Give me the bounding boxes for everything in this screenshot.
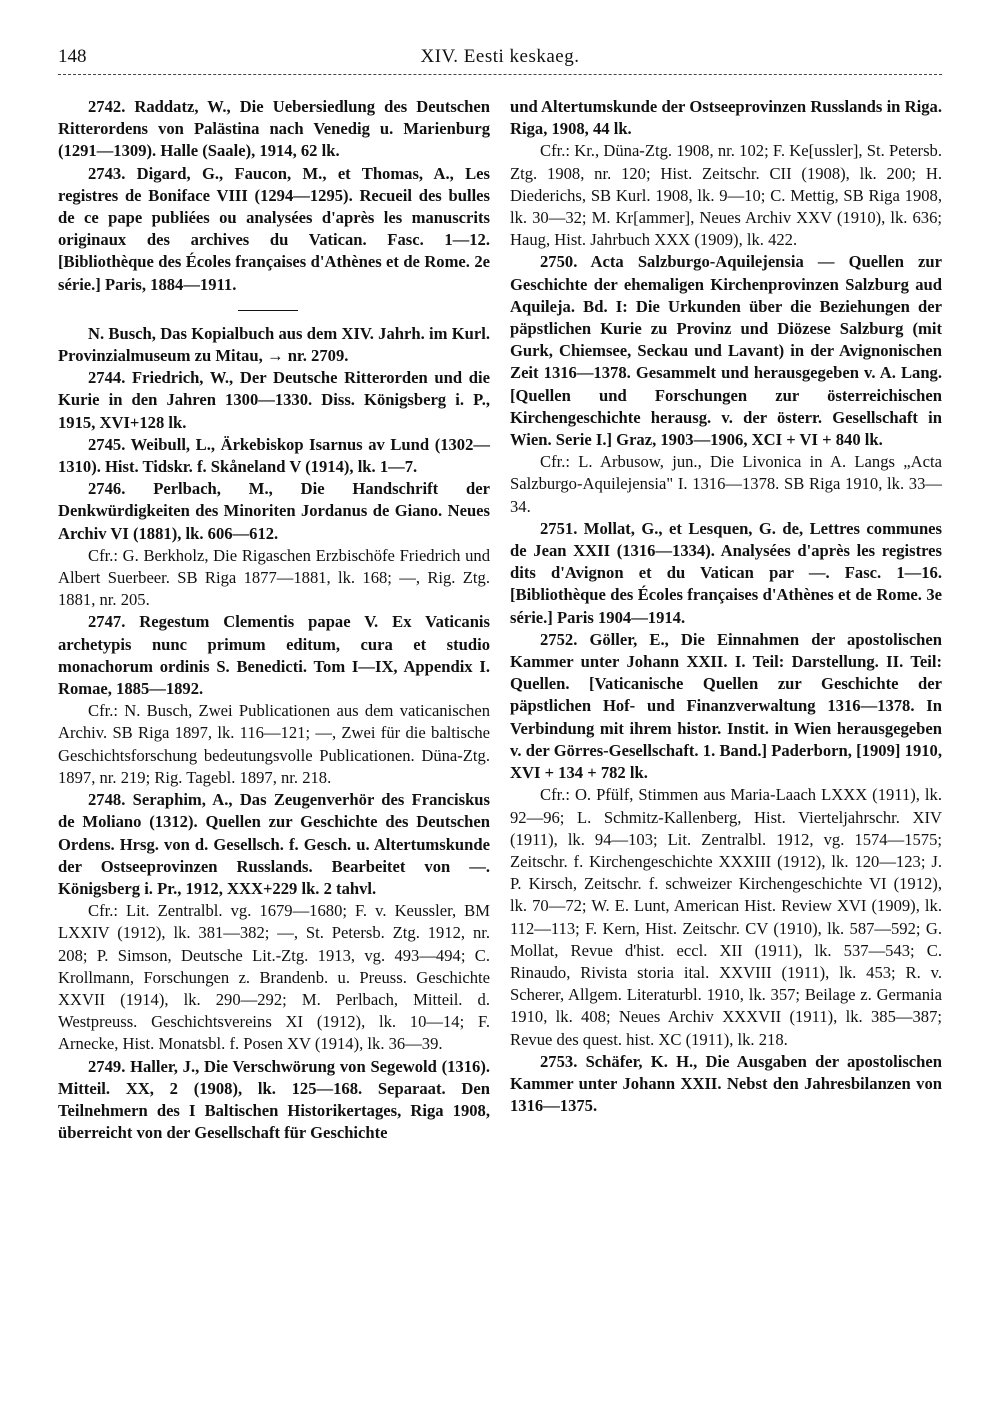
header-rule bbox=[58, 74, 942, 75]
page-number: 148 bbox=[58, 46, 87, 67]
bibliography-entry-2746: 2746. Perlbach, M., Die Handschrift der Denkwürdigkeiten des Minoriten Jordanus de Giano. Neues Archiv VI (1881), lk. 606—612. bbox=[58, 479, 490, 543]
bibliography-entry-2751: 2751. Mollat, G., et Lesquen, G. de, Lettres communes de Jean XXII (1316—1334). Analysées d'après les registres dits d'Avignon et du Vatican par —. Fasc. 1—16. [Bibliothèque des Écoles françaises d'Athènes et de Rome. 3e série.] Paris 1904—1914. bbox=[510, 518, 942, 627]
bibliography-entry-2753: 2753. Schäfer, K. H., Die Ausgaben der apostolischen Kammer unter Johann XXII. Nebst den Jahresbilanzen von 1316—1375. bbox=[510, 1051, 942, 1116]
bibliography-entry-2743: 2743. Digard, G., Faucon, M., et Thomas, A., Les registres de Boniface VIII (1294—1295). Recueil des bulles de ce pape publiées ou analysées d'après les manuscrits originaux des archives du Vatican. Fasc. 1—12. [Bibliothèque des Écoles françaises d'Athènes et de Rome. 2e série.] Paris, 1884—1911. bbox=[58, 163, 490, 294]
running-title: XIV. Eesti keskaeg. bbox=[420, 46, 580, 67]
cfr-note-2747: Cfr.: N. Busch, Zwei Publicationen aus dem vaticanischen Archiv. SB Riga 1897, lk. 116—121; —, Zwei für die baltische Geschichtsforschung bedeutungsvolle Publicationen. Düna-Ztg. 1897, nr. 219; Rig. Tagebl. 1897, nr. 218. bbox=[58, 701, 490, 787]
cfr-note-2746: Cfr.: G. Berkholz, Die Rigaschen Erzbischöfe Friedrich und Albert Suerbeer. SB Riga 1877—1881, lk. 168; —, Rig. Ztg. 1881, nr. 205. bbox=[58, 545, 490, 610]
bibliography-entry-2749-continued: und Altertumskunde der Ostseeprovinzen Russlands in Riga. Riga, 1908, 44 lk. bbox=[510, 97, 942, 139]
bibliography-entry-2748: 2748. Seraphim, A., Das Zeugenverhör des Franciskus de Moliano (1312). Quellen zur Geschichte des Deutschen Ordens. Hrsg. von d. Gesellsch. f. Gesch. u. Altertumskunde der Ostseeprovinzen Russlands. Bearbeitet von —. Königsberg i. Pr., 1912, XXX+229 lk. 2 tahvl. bbox=[58, 790, 490, 898]
bibliography-entry-2747: 2747. Regestum Clementis papae V. Ex Vaticanis archetypis nunc primum editum, cura et studio monachorum ordinis S. Benedicti. Tom I—IX, Appendix I. Romae, 1885—1892. bbox=[58, 612, 490, 699]
bibliography-entry-2750: 2750. Acta Salzburgo-Aquilejensia — Quellen zur Geschichte der ehemaligen Kirchenprovinzen Salzburg aud Aquileja. Bd. I: Die Urkunden über die Beziehungen der päpstlichen Kurie zu Provinz und Diözese Salzburg (mit Gurk, Chiemsee, Seckau und Lavant) in der Avignonischen Zeit 1316—1378. Gesammelt und herausgegeben v. A. Lang. [Quellen und Forschungen zur österreichischen Kirchengeschichte herausg. v. der österr. Gesellschaft in Wien. Serie I.] Graz, 1903—1906, XCI + VI + 840 lk. bbox=[510, 252, 942, 450]
cfr-note-2752: Cfr.: O. Pfülf, Stimmen aus Maria-Laach LXXX (1911), lk. 92—96; L. Schmitz-Kallenberg, Hist. Vierteljahrschr. XIV (1911), lk. 94—103; Lit. Zentralbl. 1912, vg. 1574—1575; Zeitschr. f. Kirchengeschichte XXXIII (1912), lk. 120—123; J. P. Kirsch, Zeitschr. f. schweizer Kirchengeschichte VI (1912), lk. 70—72; W. E. Lunt, American Hist. Review XVI (1909), lk. 112—113; F. Kern, Hist. Zeitschr. CV (1910), lk. 587—592; G. Mollat, Revue d'hist. eccl. XII (1911), lk. 537—543; C. Rinaudo, Rivista storia ital. XXVIII (1911), lk. 453; R. v. Scherer, Allgem. Literaturbl. 1910, lk. 357; Beilage z. Germania 1910, lk. 408; Neues Archiv XXXVII (1911), lk. 385—387; Revue des quest. hist. XC (1911), lk. 218. bbox=[510, 785, 942, 1049]
cfr-note-2748: Cfr.: Lit. Zentralbl. vg. 1679—1680; F. v. Keussler, BM LXXIV (1912), lk. 381—382; —, St. Petersb. Ztg. 1912, nr. 208; P. Simson, Deutsche Lit.-Ztg. 1913, vg. 493—494; C. Krollmann, Forschungen z. Brandenb. u. Preuss. Geschichte XXVII (1914), lk. 290—292; M. Perlbach, Mitteil. d. Westpreuss. Geschichtsvereins XI (1912), lk. 10—14; F. Arnecke, Hist. Monatsbl. f. Posen XV (1914), lk. 36—39. bbox=[58, 901, 490, 1054]
bibliography-entry-2742: 2742. Raddatz, W., Die Uebersiedlung des Deutschen Ritterordens von Palästina nach Venedig u. Marienburg (1291—1309). Halle (Saale), 1914, 62 lk. bbox=[58, 97, 490, 161]
section-divider bbox=[238, 310, 298, 311]
page-header bbox=[58, 38, 942, 70]
right-column bbox=[510, 96, 942, 1117]
bibliography-entry-2752: 2752. Göller, E., Die Einnahmen der apostolischen Kammer unter Johann XXII. I. Teil: Darstellung. II. Teil: Quellen. [Vaticanische Quellen zur Geschichte der päpstlichen Hof- und Finanzverwaltung 1316—1378. In Verbindung mit ihrem histor. Instit. in Wien herausgegeben v. der Görres-Gesellschaft. 1. Band.] Paderborn, [1909] 1910, XVI + 134 + 782 lk. bbox=[510, 629, 942, 783]
left-column bbox=[58, 96, 490, 1144]
cfr-note-2749: Cfr.: Kr., Düna-Ztg. 1908, nr. 102; F. Ke[ussler], St. Petersb. Ztg. 1908, nr. 120; Hist. Zeitschr. CII (1908), lk. 200; H. Diederichs, SB Kurl. 1908, lk. 9—10; C. Mettig, SB Riga 1908, lk. 30—32; M. Kr[ammer], Neues Archiv XXV (1910), lk. 636; Haug, Hist. Jahrbuch XXX (1909), lk. 422. bbox=[510, 141, 942, 250]
cross-reference-entry: N. Busch, Das Kopialbuch aus dem XIV. Jahrh. im Kurl. Provinzialmuseum zu Mitau, → nr. 2709. bbox=[58, 323, 490, 366]
bibliography-entry-2744: 2744. Friedrich, W., Der Deutsche Ritterorden und die Kurie in den Jahren 1300—1330. Diss. Königsberg i. P., 1915, XVI+128 lk. bbox=[58, 368, 490, 432]
cfr-note-2750: Cfr.: L. Arbusow, jun., Die Livonica in A. Langs „Acta Salzburgo-Aquilejensia" I. 1316—1378. SB Riga 1910, lk. 33—34. bbox=[510, 452, 942, 516]
bibliography-entry-2749: 2749. Haller, J., Die Verschwörung von Segewold (1316). Mitteil. XX, 2 (1908), lk. 125—168. Separaat. Den Teilnehmern des I Baltischen Historikertages, Riga 1908, überreicht von der Gesellschaft für Geschichte bbox=[58, 1056, 490, 1143]
bibliography-entry-2745: 2745. Weibull, L., Ärkebiskop Isarnus av Lund (1302—1310). Hist. Tidskr. f. Skåneland V (1914), lk. 1—7. bbox=[58, 434, 490, 477]
